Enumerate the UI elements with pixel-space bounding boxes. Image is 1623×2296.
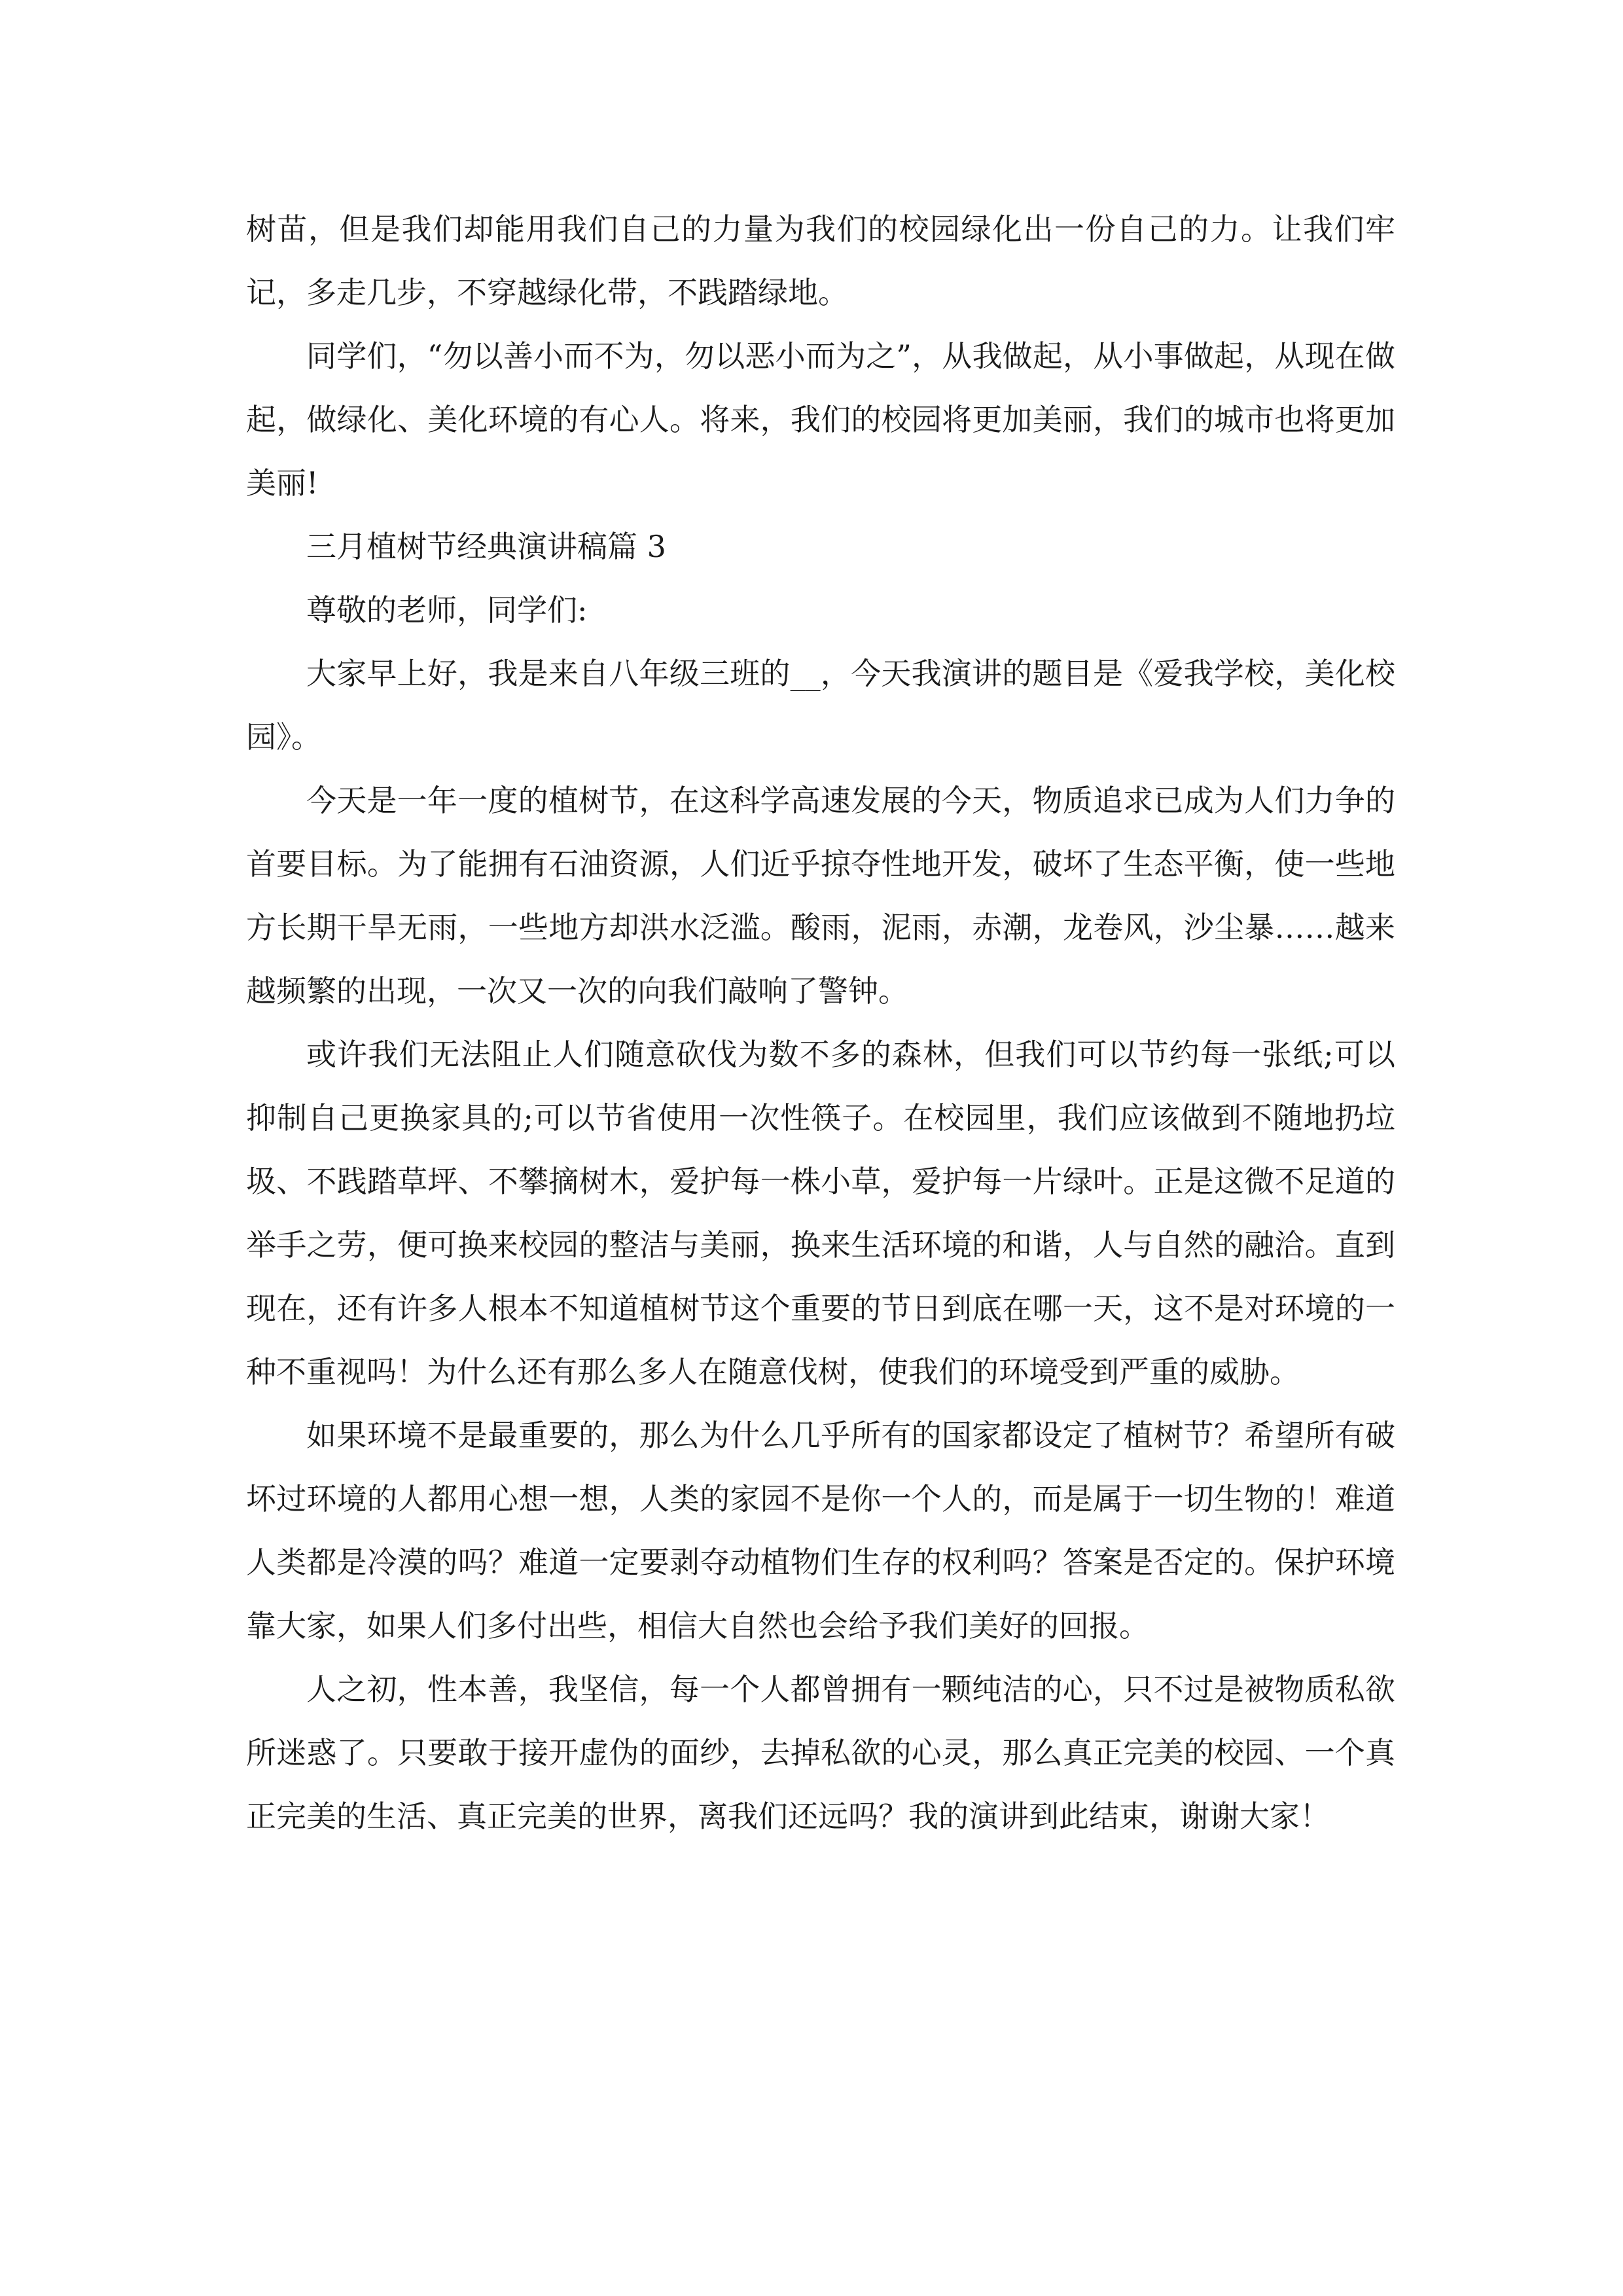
paragraph: 或许我们无法阻止人们随意砍伐为数不多的森林，但我们可以节约每一张纸;可以抑制自己更换家具的;可以节省使用一次性筷子。在校园里，我们应该做到不随地扔垃圾、不践踏草坪、不攀摘树木，爱护每一株小草，爱护每一片绿叶。正是这微不足道的举手之劳，便可换来校园的整洁与美丽，换来生活环境的和谐，人与自然的融洽。直到现在，还有许多人根本不知道植树节这个重要的节日到底在哪一天，这不是对环境的一种不重视吗！为什么还有那么多人在随意伐树，使我们的环境受到严重的威胁。 — [246, 1037, 1395, 1390]
paragraph-continuation: 树苗，但是我们却能用我们自己的力量为我们的校园绿化出一份自己的力。让我们牢记，多走几步，不穿越绿化带，不践踏绿地。 — [246, 211, 1395, 310]
paragraph: 如果环境不是最重要的，那么为什么几乎所有的国家都设定了植树节？希望所有破坏过环境的人都用心想一想，人类的家园不是你一个人的，而是属于一切生物的！难道人类都是冷漠的吗？难道一定要剥夺动植物们生存的权利吗？答案是否定的。保护环境靠大家，如果人们多付出些，相信大自然也会给予我们美好的回报。 — [246, 1418, 1395, 1643]
salutation: 尊敬的老师，同学们: — [306, 592, 588, 628]
paragraph: 大家早上好，我是来自八年级三班的__，今天我演讲的题目是《爱我学校，美化校园》。 — [246, 656, 1395, 755]
section-title: 三月植树节经典演讲稿篇 3 — [306, 529, 666, 564]
speech-body — [246, 198, 1395, 1848]
closing-paragraph: 人之初，性本善，我坚信，每一个人都曾拥有一颗纯洁的心，只不过是被物质私欲所迷惑了。只要敢于接开虚伪的面纱，去掉私欲的心灵，那么真正完美的校园、一个真正完美的生活、真正完美的世界，离我们还远吗？我的演讲到此结束，谢谢大家！ — [246, 1672, 1395, 1834]
paragraph: 今天是一年一度的植树节，在这科学高速发展的今天，物质追求已成为人们力争的首要目标。为了能拥有石油资源，人们近乎掠夺性地开发，破坏了生态平衡，使一些地方长期干旱无雨，一些地方却洪水泛滥。酸雨，泥雨，赤潮，龙卷风，沙尘暴……越来越频繁的出现，一次又一次的向我们敲响了警钟。 — [246, 783, 1395, 1009]
paragraph: 同学们，“勿以善小而不为，勿以恶小而为之”，从我做起，从小事做起，从现在做起，做绿化、美化环境的有心人。将来，我们的校园将更加美丽，我们的城市也将更加美丽! — [246, 338, 1395, 501]
